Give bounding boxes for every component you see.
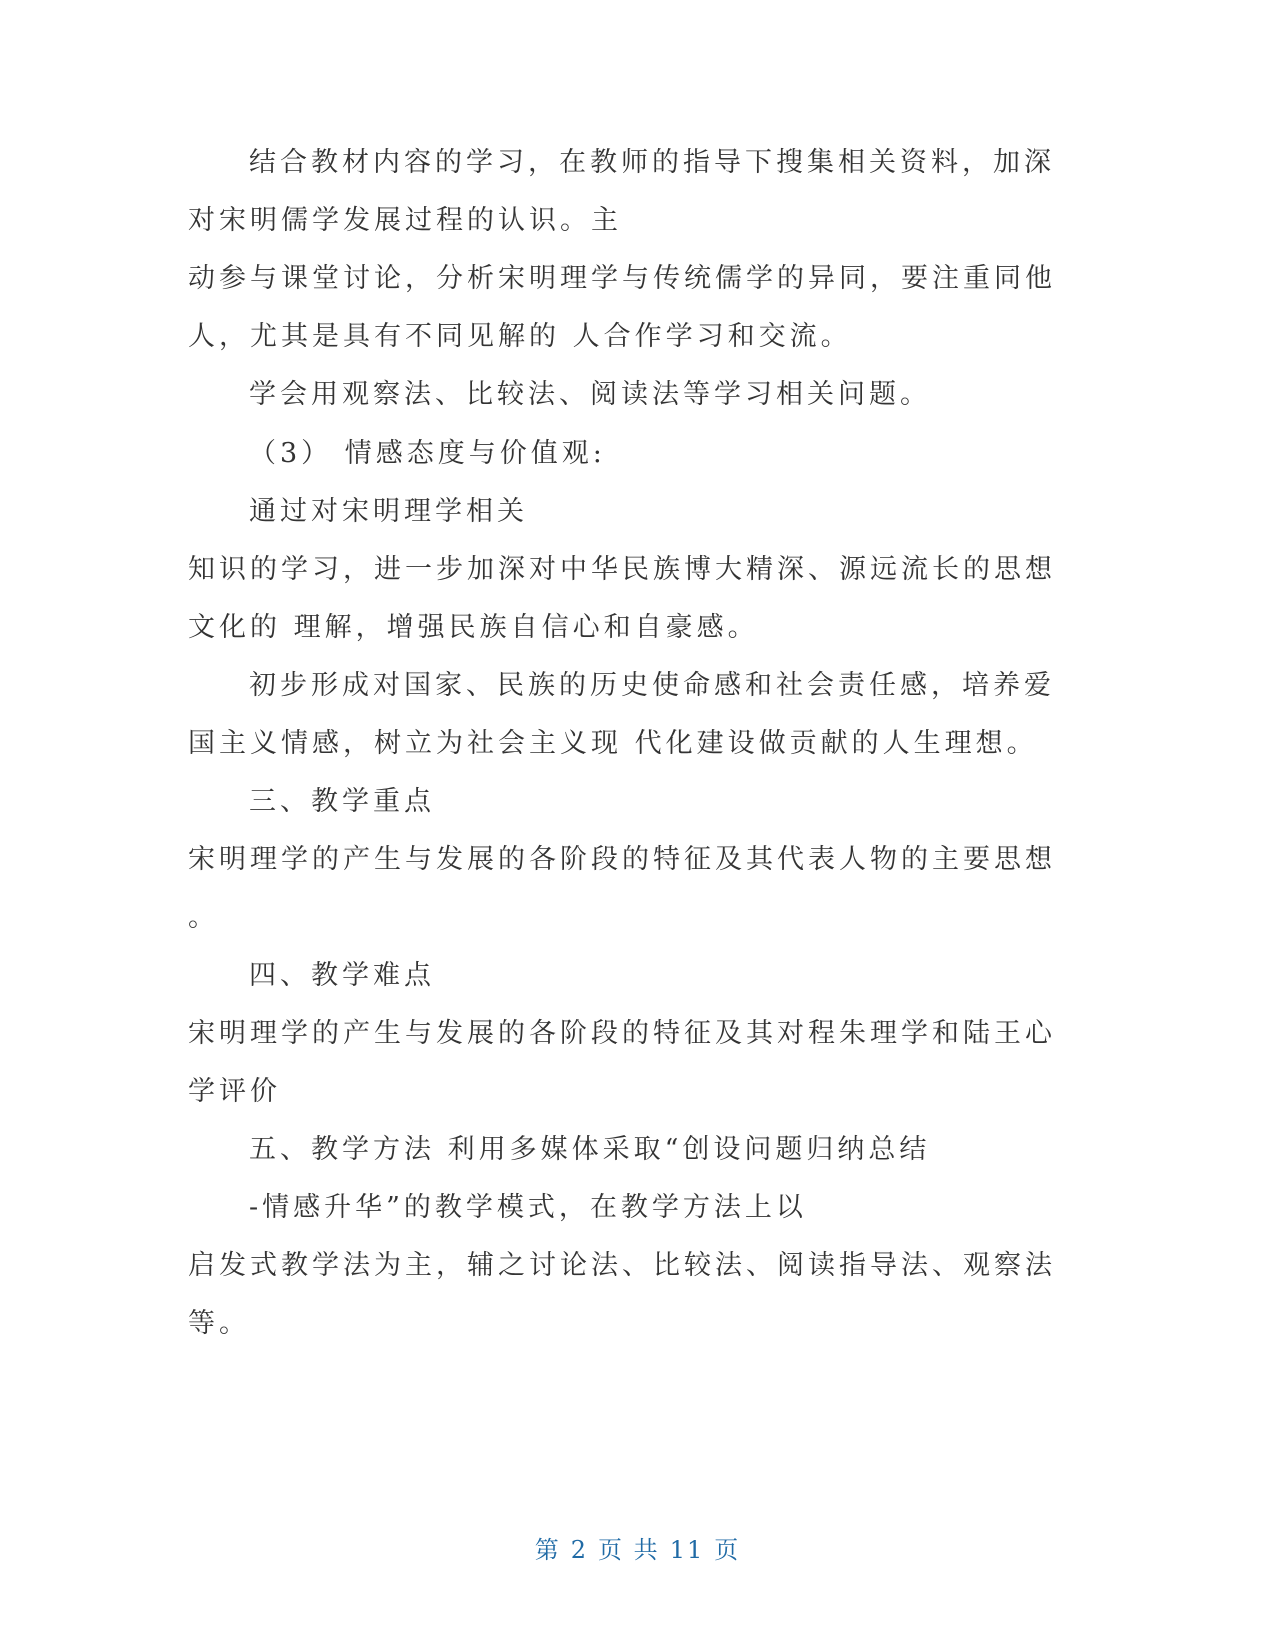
current-page-number: 2 (570, 1536, 589, 1564)
paragraph-line: 文化的 理解，增强民族自信心和自豪感。 (188, 612, 759, 643)
section-heading: 五、教学方法 利用多媒体采取“创设问题归纳总结 (249, 1134, 931, 1165)
paragraph-line: 初步形成对国家、民族的历史使命感和社会责任感，培养爱 (249, 670, 1055, 701)
paragraph-line: 宋明理学的产生与发展的各阶段的特征及其对程朱理学和陆王心 (188, 1018, 1056, 1049)
page-footer (0, 1530, 1275, 1565)
paragraph-line: -情感升华”的教学模式，在教学方法上以 (249, 1192, 807, 1223)
paragraph-line: 。 (188, 902, 219, 933)
paragraph-line: 结合教材内容的学习，在教师的指导下搜集相关资料，加深 (249, 147, 1055, 178)
paragraph-line: 人，尤其是具有不同见解的 人合作学习和交流。 (188, 321, 852, 352)
paragraph-line: 学会用观察法、比较法、阅读法等学习相关问题。 (249, 379, 931, 410)
section-heading: 四、教学难点 (249, 960, 435, 991)
total-pages-number: 11 (669, 1536, 705, 1564)
footer-suffix: 页 (714, 1536, 741, 1564)
paragraph-line: 国主义情感，树立为社会主义现 代化建设做贡献的人生理想。 (188, 728, 1038, 759)
section-heading: 三、教学重点 (249, 786, 435, 817)
paragraph-line: 启发式教学法为主，辅之讨论法、比较法、阅读指导法、观察法 (188, 1250, 1056, 1281)
paragraph-line: 动参与课堂讨论，分析宋明理学与传统儒学的异同，要注重同他 (188, 263, 1056, 294)
paragraph-line: 通过对宋明理学相关 (249, 496, 528, 527)
paragraph-line: 学评价 (188, 1076, 281, 1107)
footer-middle: 页 共 (598, 1536, 660, 1564)
section-subheading: （3） 情感态度与价值观: (249, 438, 606, 469)
paragraph-line: 知识的学习，进一步加深对中华民族博大精深、源远流长的思想 (188, 554, 1056, 585)
paragraph-line: 宋明理学的产生与发展的各阶段的特征及其代表人物的主要思想 (188, 844, 1056, 875)
footer-prefix: 第 (534, 1536, 561, 1564)
paragraph-line: 等。 (188, 1308, 250, 1339)
paragraph-line: 对宋明儒学发展过程的认识。主 (188, 205, 622, 236)
